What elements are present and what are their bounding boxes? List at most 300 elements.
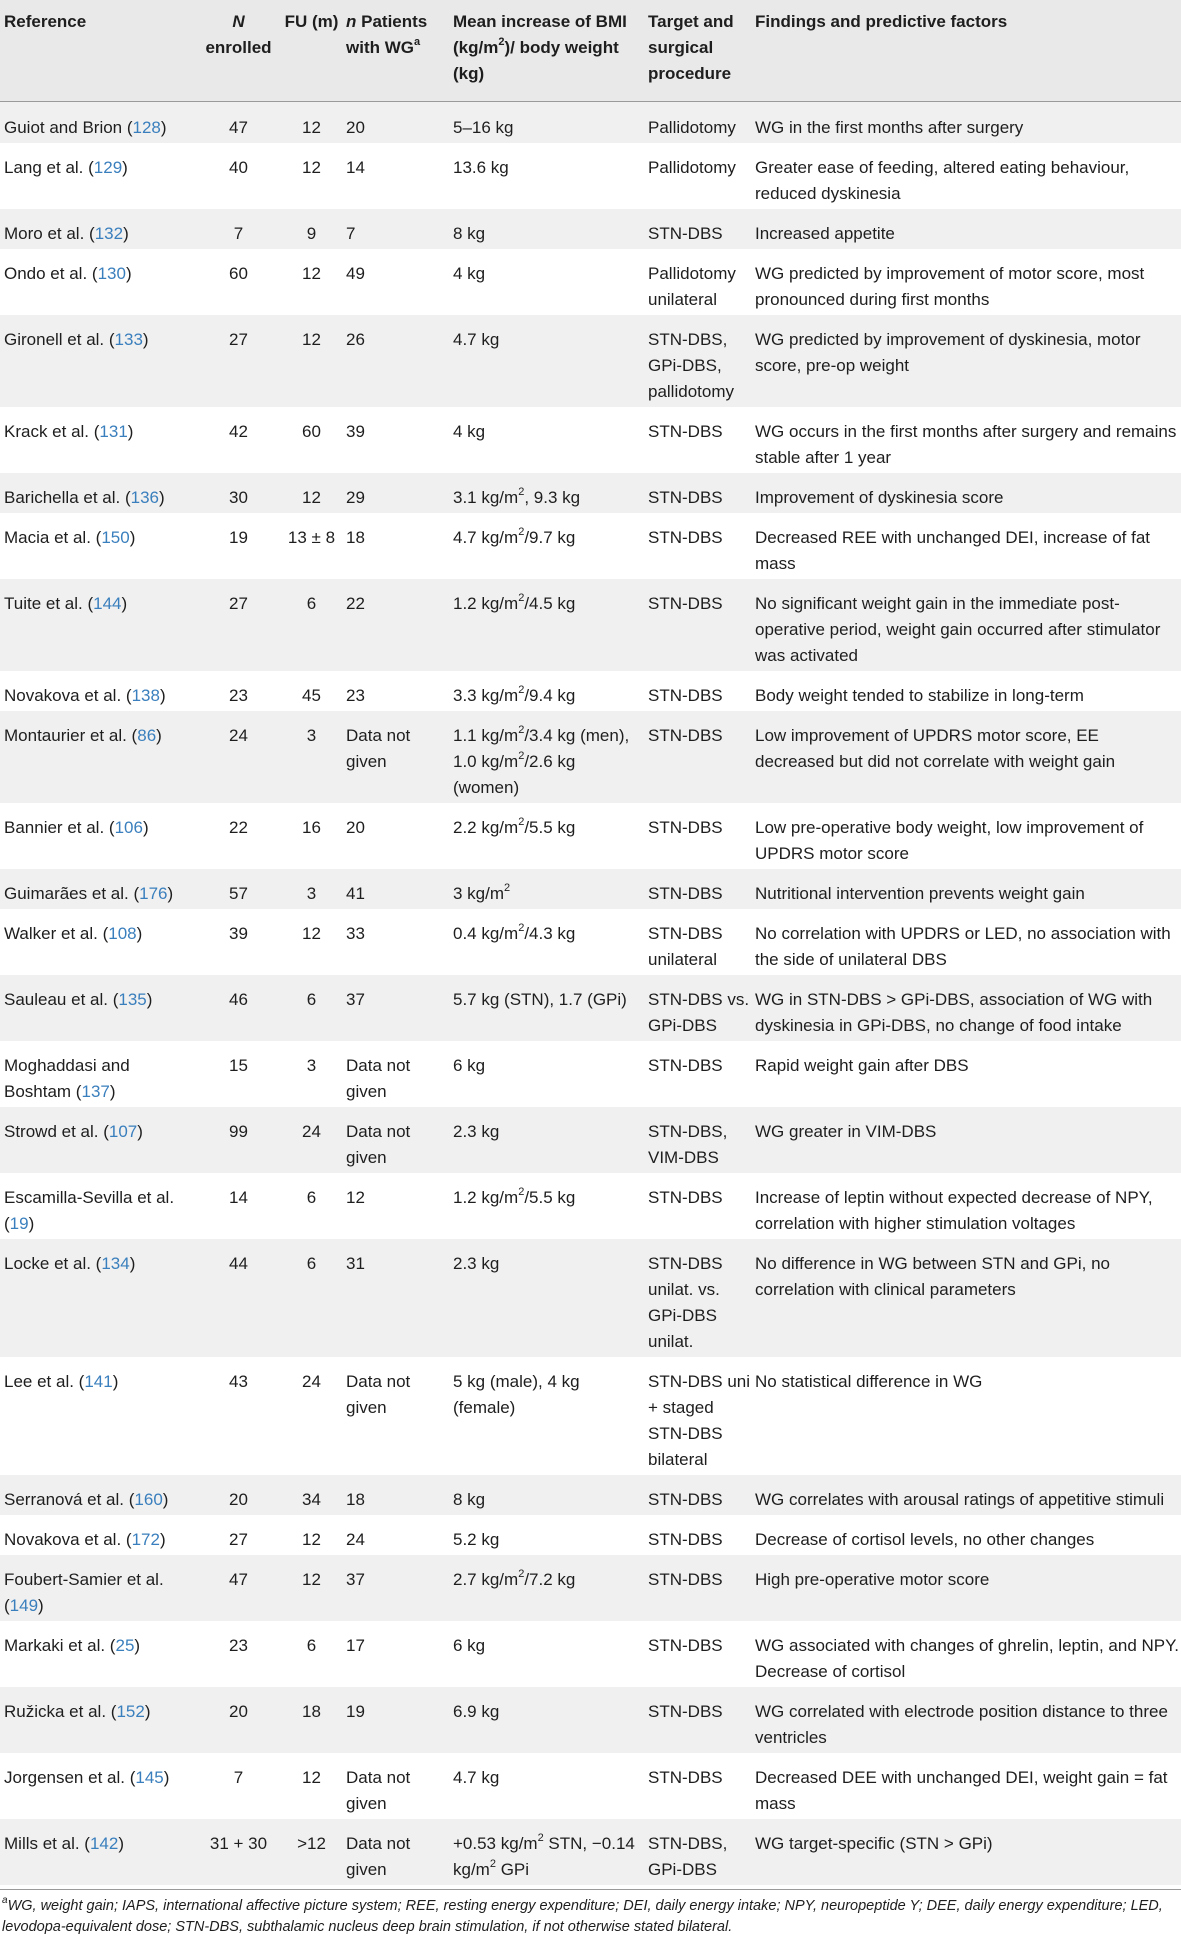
- reference-close: ): [146, 990, 153, 1009]
- cell-patients-with-wg: 18: [342, 513, 449, 579]
- reference-author: Barichella et al. (: [4, 488, 131, 507]
- reference-author: Novakova et al. (: [4, 1530, 132, 1549]
- cell-findings: WG correlates with arousal ratings of appetitive stimuli: [751, 1475, 1181, 1515]
- cell-fu: 34: [277, 1475, 342, 1515]
- cell-target: STN-DBS, GPi-DBS, pallidotomy: [644, 315, 751, 407]
- cell-fu: 45: [277, 671, 342, 711]
- reference-close: ): [167, 884, 174, 903]
- cell-n-enrolled: 23: [196, 1621, 277, 1687]
- reference-link[interactable]: 176: [139, 884, 168, 903]
- bmi-superscript: 2: [518, 816, 525, 829]
- bmi-superscript: 2: [518, 526, 525, 539]
- bmi-text: 1.1 kg/m: [453, 726, 519, 745]
- cell-patients-with-wg: 31: [342, 1239, 449, 1357]
- cell-patients-with-wg: 26: [342, 315, 449, 407]
- cell-target: Pallidotomy unilateral: [644, 249, 751, 315]
- reference-close: ): [163, 1768, 170, 1787]
- table-row: [0, 249, 1181, 315]
- table-row: [0, 579, 1181, 671]
- cell-n-enrolled: 44: [196, 1239, 277, 1357]
- cell-fu: 16: [277, 803, 342, 869]
- bmi-text: 3.3 kg/m: [453, 686, 519, 705]
- cell-n-enrolled: 40: [196, 143, 277, 209]
- cell-patients-with-wg: 19: [342, 1687, 449, 1753]
- bmi-text: 2.3 kg: [453, 1254, 500, 1273]
- cell-n-enrolled: 15: [196, 1041, 277, 1107]
- reference-link[interactable]: 128: [132, 118, 161, 137]
- reference-author: Novakova et al. (: [4, 686, 132, 705]
- cell-target: STN-DBS: [644, 209, 751, 249]
- reference-author: Ondo et al. (: [4, 264, 98, 283]
- cell-fu: 12: [277, 1515, 342, 1555]
- cell-n-enrolled: 30: [196, 473, 277, 513]
- cell-target: STN-DBS: [644, 1621, 751, 1687]
- bmi-text: 6 kg: [453, 1636, 486, 1655]
- cell-mean-increase: [449, 1621, 644, 1687]
- reference-link[interactable]: 86: [137, 726, 157, 745]
- cell-n-enrolled: 47: [196, 1555, 277, 1621]
- cell-patients-with-wg: 14: [342, 143, 449, 209]
- reference-link[interactable]: 130: [97, 264, 126, 283]
- cell-n-enrolled: 14: [196, 1173, 277, 1239]
- reference-close: ): [123, 224, 129, 243]
- bmi-superscript: 2: [518, 750, 525, 763]
- header-target: Target and surgical procedure: [644, 0, 751, 102]
- cell-findings: No significant weight gain in the immediate post-operative period, weight gain occurred after stimulator was activated: [751, 579, 1181, 671]
- header-n-enrolled: N enrolled: [196, 0, 277, 102]
- reference-author: Locke et al. (: [4, 1254, 102, 1273]
- cell-reference: [0, 975, 196, 1041]
- reference-close: ): [38, 1596, 44, 1615]
- reference-author: Macia et al. (: [4, 528, 102, 547]
- cell-mean-increase: [449, 975, 644, 1041]
- cell-reference: [0, 143, 196, 209]
- cell-reference: [0, 1621, 196, 1687]
- bmi-superscript: 2: [518, 724, 525, 737]
- cell-patients-with-wg: 20: [342, 102, 449, 144]
- reference-author: Ružicka et al. (: [4, 1702, 117, 1721]
- bmi-superscript: 2: [518, 684, 525, 697]
- header-findings: Findings and predictive factors: [751, 0, 1181, 102]
- cell-target: STN-DBS unilat. vs. GPi-DBS unilat.: [644, 1239, 751, 1357]
- reference-link[interactable]: 150: [101, 528, 130, 547]
- cell-reference: [0, 803, 196, 869]
- cell-findings: WG correlated with electrode position distance to three ventricles: [751, 1687, 1181, 1753]
- reference-link[interactable]: 145: [135, 1768, 164, 1787]
- cell-target: STN-DBS, VIM-DBS: [644, 1107, 751, 1173]
- cell-reference: [0, 102, 196, 144]
- bmi-text: /5.5 kg: [524, 1188, 576, 1207]
- reference-close: ): [144, 1702, 151, 1721]
- cell-patients-with-wg: 7: [342, 209, 449, 249]
- table-footnote: [0, 1889, 1181, 1938]
- cell-findings: Increase of leptin without expected decrease of NPY, correlation with higher stimulation voltages: [751, 1173, 1181, 1239]
- table-row: [0, 473, 1181, 513]
- cell-fu: 6: [277, 1239, 342, 1357]
- table-row: [0, 315, 1181, 407]
- cell-target: STN-DBS: [644, 1555, 751, 1621]
- reference-author: Guimarães et al. (: [4, 884, 140, 903]
- cell-target: STN-DBS: [644, 671, 751, 711]
- table-row: [0, 209, 1181, 249]
- cell-findings: WG in the first months after surgery: [751, 102, 1181, 144]
- reference-link[interactable]: 152: [116, 1702, 145, 1721]
- cell-reference: [0, 869, 196, 909]
- cell-patients-with-wg: 37: [342, 1555, 449, 1621]
- bmi-text: 4.7 kg: [453, 1768, 500, 1787]
- cell-findings: No correlation with UPDRS or LED, no association with the side of unilateral DBS: [751, 909, 1181, 975]
- cell-findings: Decrease of cortisol levels, no other changes: [751, 1515, 1181, 1555]
- reference-close: ): [142, 818, 149, 837]
- reference-author: Moghaddasi and Boshtam (: [4, 1056, 130, 1101]
- bmi-text: /5.5 kg: [524, 818, 576, 837]
- cell-fu: 13 ± 8: [277, 513, 342, 579]
- reference-author: Krack et al. (: [4, 422, 100, 441]
- cell-patients-with-wg: Data not given: [342, 1819, 449, 1885]
- bmi-text: /7.2 kg: [524, 1570, 576, 1589]
- cell-patients-with-wg: Data not given: [342, 1357, 449, 1475]
- table-row: [0, 1475, 1181, 1515]
- cell-n-enrolled: 24: [196, 711, 277, 803]
- bmi-text: 3 kg/m: [453, 884, 505, 903]
- bmi-text: /3.4 kg (men), 1.0 kg/m: [453, 726, 630, 771]
- table-row: [0, 1173, 1181, 1239]
- footnote-text: WG, weight gain; IAPS, international affective picture system; REE, resting energy expenditure; DEI, daily energy intake; NPY, neuropeptide Y; DEE, daily energy expenditure; LED, levodopa-equivalent dose; STN-DBS, subthalamic nucleus deep brain stimulation, if not otherwise stated bilateral.: [2, 1898, 1163, 1935]
- bmi-text: /2.6 kg (women): [453, 752, 576, 797]
- cell-target: STN-DBS uni + staged STN-DBS bilateral: [644, 1357, 751, 1475]
- table-row: [0, 1041, 1181, 1107]
- cell-target: STN-DBS: [644, 1475, 751, 1515]
- cell-fu: 60: [277, 407, 342, 473]
- bmi-text: 6.9 kg: [453, 1702, 500, 1721]
- cell-reference: [0, 1239, 196, 1357]
- reference-link[interactable]: 136: [130, 488, 159, 507]
- bmi-text: /9.7 kg: [524, 528, 576, 547]
- cell-reference: [0, 579, 196, 671]
- bmi-text: /4.3 kg: [524, 924, 576, 943]
- table-header-row: [0, 0, 1181, 102]
- reference-author: Mills et al. (: [4, 1834, 90, 1853]
- cell-patients-with-wg: 39: [342, 407, 449, 473]
- cell-findings: Low pre-operative body weight, low improvement of UPDRS motor score: [751, 803, 1181, 869]
- bmi-superscript: 2: [518, 592, 525, 605]
- cell-mean-increase: [449, 1515, 644, 1555]
- reference-link[interactable]: 133: [114, 330, 143, 349]
- bmi-text: 13.6 kg: [453, 158, 509, 177]
- table-row: [0, 1621, 1181, 1687]
- reference-author: Markaki et al. (: [4, 1636, 116, 1655]
- header-patients-with-wg: n Patients with $WG^a$: [342, 0, 449, 102]
- cell-fu: 6: [277, 579, 342, 671]
- reference-close: ): [136, 924, 143, 943]
- reference-link[interactable]: 172: [131, 1530, 160, 1549]
- reference-link[interactable]: 142: [89, 1834, 119, 1853]
- cell-fu: 12: [277, 1555, 342, 1621]
- cell-reference: [0, 909, 196, 975]
- reference-author: Lang et al. (: [4, 158, 94, 177]
- cell-mean-increase: [449, 1819, 644, 1885]
- bmi-text: 0.4 kg/m: [453, 924, 519, 943]
- cell-fu: >12: [277, 1819, 342, 1885]
- cell-target: STN-DBS: [644, 803, 751, 869]
- cell-mean-increase: [449, 209, 644, 249]
- cell-mean-increase: [449, 1357, 644, 1475]
- cell-target: STN-DBS, GPi-DBS: [644, 1819, 751, 1885]
- cell-mean-increase: [449, 102, 644, 144]
- cell-fu: 24: [277, 1357, 342, 1475]
- cell-patients-with-wg: 12: [342, 1173, 449, 1239]
- cell-patients-with-wg: 20: [342, 803, 449, 869]
- bmi-text: 8 kg: [453, 224, 486, 243]
- reference-close: ): [121, 594, 128, 613]
- cell-target: STN-DBS: [644, 579, 751, 671]
- cell-target: STN-DBS: [644, 711, 751, 803]
- cell-patients-with-wg: Data not given: [342, 1041, 449, 1107]
- cell-fu: 9: [277, 209, 342, 249]
- cell-reference: [0, 209, 196, 249]
- reference-link[interactable]: 107: [108, 1122, 138, 1141]
- reference-close: ): [129, 1254, 136, 1273]
- reference-link[interactable]: 138: [131, 686, 160, 705]
- cell-n-enrolled: 22: [196, 803, 277, 869]
- cell-n-enrolled: 47: [196, 102, 277, 144]
- cell-target: STN-DBS unilateral: [644, 909, 751, 975]
- bmi-text: 2.3 kg: [453, 1122, 500, 1141]
- reference-link[interactable]: 131: [99, 422, 128, 441]
- header-reference: Reference: [0, 0, 196, 102]
- cell-mean-increase: [449, 579, 644, 671]
- cell-findings: WG greater in VIM-DBS: [751, 1107, 1181, 1173]
- cell-findings: Increased appetite: [751, 209, 1181, 249]
- cell-n-enrolled: 31 + 30: [196, 1819, 277, 1885]
- reference-author: Gironell et al. (: [4, 330, 115, 349]
- cell-reference: [0, 407, 196, 473]
- cell-reference: [0, 513, 196, 579]
- reference-close: ): [159, 1530, 166, 1549]
- bmi-text: GPi: [495, 1860, 530, 1879]
- cell-target: STN-DBS vs. GPi-DBS: [644, 975, 751, 1041]
- reference-author: Bannier et al. (: [4, 818, 115, 837]
- cell-findings: WG predicted by improvement of dyskinesia, motor score, pre-op weight: [751, 315, 1181, 407]
- table-row: [0, 1357, 1181, 1475]
- reference-author: Strowd et al. (: [4, 1122, 109, 1141]
- cell-n-enrolled: 7: [196, 209, 277, 249]
- reference-link[interactable]: 19: [9, 1214, 29, 1233]
- reference-link[interactable]: 134: [101, 1254, 130, 1273]
- cell-n-enrolled: 7: [196, 1753, 277, 1819]
- table-row: [0, 102, 1181, 144]
- cell-patients-with-wg: 29: [342, 473, 449, 513]
- cell-target: STN-DBS: [644, 1515, 751, 1555]
- cell-patients-with-wg: 17: [342, 1621, 449, 1687]
- cell-reference: [0, 671, 196, 711]
- cell-mean-increase: [449, 711, 644, 803]
- reference-link[interactable]: 108: [108, 924, 137, 943]
- table-row: [0, 711, 1181, 803]
- bmi-text: 4.7 kg/m: [453, 528, 519, 547]
- cell-mean-increase: [449, 1107, 644, 1173]
- cell-target: STN-DBS: [644, 1173, 751, 1239]
- bmi-text: 2.7 kg/m: [453, 1570, 519, 1589]
- reference-close: ): [112, 1372, 119, 1391]
- bmi-superscript: 2: [518, 1186, 525, 1199]
- bmi-text: , 9.3 kg: [524, 488, 581, 507]
- cell-mean-increase: [449, 1041, 644, 1107]
- cell-reference: [0, 1819, 196, 1885]
- cell-reference: [0, 473, 196, 513]
- table-row: [0, 407, 1181, 473]
- bmi-text: 5–16 kg: [453, 118, 514, 137]
- cell-findings: WG predicted by improvement of motor score, most pronounced during first months: [751, 249, 1181, 315]
- cell-patients-with-wg: Data not given: [342, 1753, 449, 1819]
- table-row: [0, 1555, 1181, 1621]
- table-row: [0, 513, 1181, 579]
- cell-mean-increase: [449, 315, 644, 407]
- reference-close: ): [160, 118, 167, 137]
- reference-close: ): [162, 1490, 169, 1509]
- bmi-text: 4 kg: [453, 422, 486, 441]
- cell-mean-increase: [449, 909, 644, 975]
- table-row: [0, 803, 1181, 869]
- cell-target: STN-DBS: [644, 1753, 751, 1819]
- reference-link[interactable]: 141: [84, 1372, 113, 1391]
- cell-patients-with-wg: 49: [342, 249, 449, 315]
- cell-mean-increase: [449, 143, 644, 209]
- reference-link[interactable]: 137: [81, 1082, 110, 1101]
- table-row: [0, 975, 1181, 1041]
- reference-close: ): [156, 726, 162, 745]
- reference-link[interactable]: 149: [9, 1596, 39, 1615]
- cell-fu: 12: [277, 102, 342, 144]
- cell-patients-with-wg: 37: [342, 975, 449, 1041]
- cell-n-enrolled: 20: [196, 1687, 277, 1753]
- cell-patients-with-wg: Data not given: [342, 711, 449, 803]
- bmi-text: /4.5 kg: [524, 594, 576, 613]
- table-row: [0, 869, 1181, 909]
- table-row: [0, 1107, 1181, 1173]
- reference-link[interactable]: 129: [93, 158, 123, 177]
- cell-reference: [0, 1475, 196, 1515]
- reference-author: Escamilla-Sevilla et al. (: [4, 1188, 175, 1233]
- bmi-superscript: 2: [537, 1832, 544, 1845]
- cell-target: Pallidotomy: [644, 143, 751, 209]
- cell-n-enrolled: 46: [196, 975, 277, 1041]
- cell-fu: 18: [277, 1687, 342, 1753]
- cell-n-enrolled: 27: [196, 1515, 277, 1555]
- reference-link[interactable]: 144: [93, 594, 122, 613]
- table-row: [0, 1819, 1181, 1885]
- bmi-text: 4 kg: [453, 264, 486, 283]
- cell-fu: 6: [277, 1621, 342, 1687]
- bmi-superscript: 2: [518, 1568, 525, 1581]
- reference-link[interactable]: 135: [118, 990, 147, 1009]
- cell-patients-with-wg: 41: [342, 869, 449, 909]
- reference-close: ): [134, 1636, 141, 1655]
- reference-close: ): [28, 1214, 35, 1233]
- cell-n-enrolled: 27: [196, 579, 277, 671]
- cell-patients-with-wg: 22: [342, 579, 449, 671]
- bmi-text: 5.7 kg (STN), 1.7 (GPi): [453, 990, 627, 1009]
- reference-close: ): [137, 1122, 143, 1141]
- cell-target: STN-DBS: [644, 473, 751, 513]
- cell-patients-with-wg: 33: [342, 909, 449, 975]
- table-row: [0, 1753, 1181, 1819]
- cell-n-enrolled: 43: [196, 1357, 277, 1475]
- reference-close: ): [142, 330, 149, 349]
- bmi-text: 1.2 kg/m: [453, 594, 519, 613]
- bmi-text: STN, −0.14 kg/m: [453, 1834, 635, 1879]
- bmi-superscript: 2: [518, 486, 525, 499]
- cell-target: STN-DBS: [644, 1041, 751, 1107]
- bmi-text: 3.1 kg/m: [453, 488, 519, 507]
- cell-target: Pallidotomy: [644, 102, 751, 144]
- cell-n-enrolled: 23: [196, 671, 277, 711]
- cell-fu: 12: [277, 1753, 342, 1819]
- cell-reference: [0, 1357, 196, 1475]
- cell-findings: WG occurs in the first months after surgery and remains stable after 1 year: [751, 407, 1181, 473]
- cell-findings: Decreased DEE with unchanged DEI, weight gain = fat mass: [751, 1753, 1181, 1819]
- bmi-text: 6 kg: [453, 1056, 486, 1075]
- cell-findings: Low improvement of UPDRS motor score, EE decreased but did not correlate with weight gain: [751, 711, 1181, 803]
- reference-close: ): [127, 422, 134, 441]
- cell-findings: High pre-operative motor score: [751, 1555, 1181, 1621]
- cell-reference: [0, 1555, 196, 1621]
- cell-mean-increase: [449, 1475, 644, 1515]
- table-row: [0, 909, 1181, 975]
- reference-author: Moro et al. (: [4, 224, 95, 243]
- cell-fu: 12: [277, 473, 342, 513]
- reference-author: Guiot and Brion (: [4, 118, 133, 137]
- reference-close: ): [125, 264, 132, 283]
- cell-reference: [0, 1515, 196, 1555]
- cell-target: STN-DBS: [644, 869, 751, 909]
- cell-fu: 3: [277, 869, 342, 909]
- bmi-text: 1.2 kg/m: [453, 1188, 519, 1207]
- reference-close: ): [129, 528, 136, 547]
- reference-link[interactable]: 25: [115, 1636, 135, 1655]
- cell-reference: [0, 249, 196, 315]
- reference-link[interactable]: 132: [94, 224, 124, 243]
- cell-n-enrolled: 60: [196, 249, 277, 315]
- table-row: [0, 671, 1181, 711]
- cell-fu: 6: [277, 1173, 342, 1239]
- cell-patients-with-wg: Data not given: [342, 1107, 449, 1173]
- cell-findings: Decreased REE with unchanged DEI, increase of fat mass: [751, 513, 1181, 579]
- cell-n-enrolled: 20: [196, 1475, 277, 1515]
- cell-mean-increase: [449, 803, 644, 869]
- cell-mean-increase: [449, 1173, 644, 1239]
- reference-author: Jorgensen et al. (: [4, 1768, 136, 1787]
- reference-close: ): [159, 686, 166, 705]
- bmi-superscript: 2: [518, 922, 525, 935]
- cell-mean-increase: [449, 671, 644, 711]
- table-row: [0, 1239, 1181, 1357]
- cell-n-enrolled: 99: [196, 1107, 277, 1173]
- cell-fu: 3: [277, 1041, 342, 1107]
- reference-link[interactable]: 160: [134, 1490, 163, 1509]
- table-row: [0, 1515, 1181, 1555]
- reference-author: Foubert-Samier et al. (: [4, 1570, 164, 1615]
- cell-findings: Greater ease of feeding, altered eating behaviour, reduced dyskinesia: [751, 143, 1181, 209]
- bmi-superscript: 2: [504, 882, 511, 895]
- cell-mean-increase: [449, 1239, 644, 1357]
- table-row: [0, 1687, 1181, 1753]
- cell-reference: [0, 711, 196, 803]
- header-mean-increase: Mean increase of BMI $(kg/m^2)/$ body weight (kg): [449, 0, 644, 102]
- bmi-text: 8 kg: [453, 1490, 486, 1509]
- bmi-text: /9.4 kg: [524, 686, 576, 705]
- reference-link[interactable]: 106: [114, 818, 143, 837]
